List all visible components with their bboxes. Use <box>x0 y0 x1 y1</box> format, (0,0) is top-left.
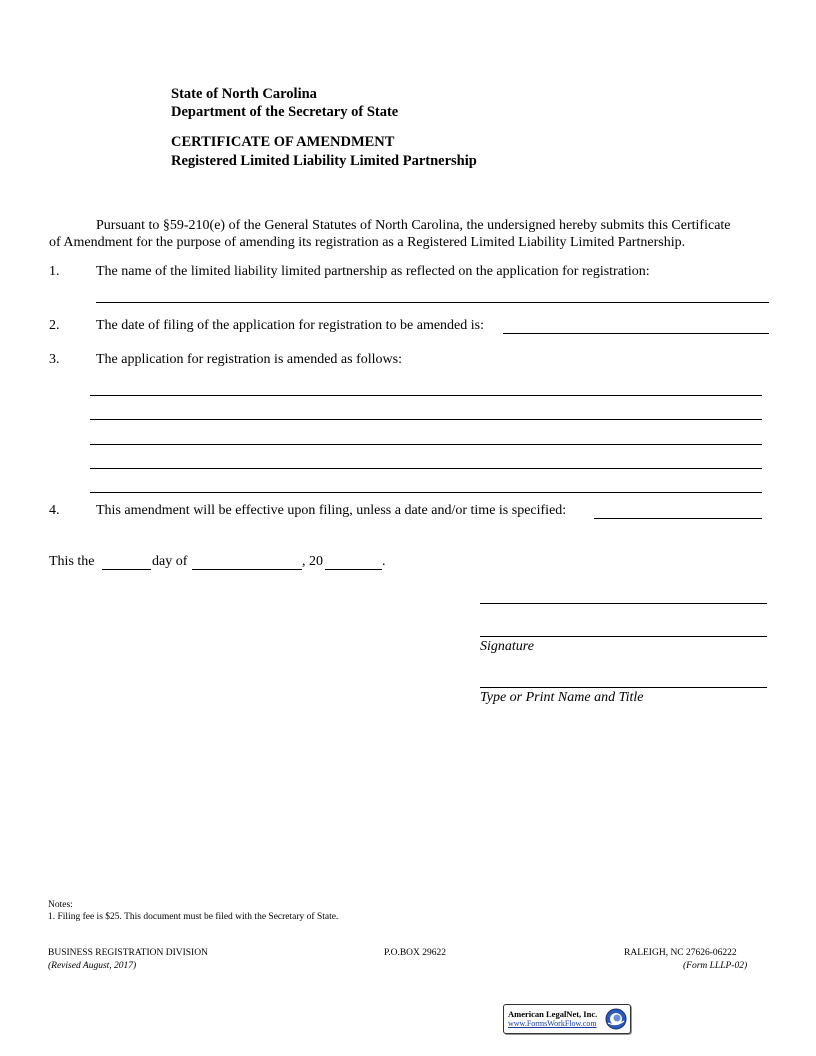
name-title-label: Type or Print Name and Title <box>480 690 644 705</box>
amendment-line-4[interactable] <box>90 468 762 469</box>
intro-line-2: of Amendment for the purpose of amending its registration as a Registered Limited Liability Limited Partnership. <box>49 235 686 250</box>
day-line[interactable] <box>102 569 151 570</box>
department-heading: Department of the Secretary of State <box>171 104 399 120</box>
note-1: 1. Filing fee is $25. This document must be filed with the Secretary of State. <box>48 912 339 922</box>
footer-division: BUSINESS REGISTRATION DIVISION <box>48 948 208 958</box>
footer-form-number: (Form LLLP-02) <box>683 961 748 971</box>
item-1-number: 1. <box>49 264 60 279</box>
globe-icon <box>604 1007 628 1031</box>
item-2-number: 2. <box>49 318 60 333</box>
year-prefix: , 20 <box>302 554 323 569</box>
item-4-text: This amendment will be effective upon filing, unless a date and/or time is specified: <box>96 503 567 518</box>
item-3-number: 3. <box>49 352 60 367</box>
item-4-number: 4. <box>49 503 60 518</box>
filing-date-line[interactable] <box>503 333 769 334</box>
entity-name-line[interactable] <box>480 603 767 604</box>
month-line[interactable] <box>192 569 302 570</box>
partnership-name-line[interactable] <box>96 302 769 303</box>
logo-url[interactable]: www.FormsWorkFlow.com <box>508 1019 597 1028</box>
american-legalnet-logo[interactable] <box>503 1004 631 1034</box>
item-2-text: The date of filing of the application for registration to be amended is: <box>96 318 484 333</box>
logo-company: American LegalNet, Inc. <box>508 1009 598 1019</box>
notes-heading: Notes: <box>48 900 73 910</box>
day-of-text: day of <box>152 554 188 569</box>
amendment-line-1[interactable] <box>90 395 762 396</box>
footer-revised: (Revised August, 2017) <box>48 961 137 971</box>
footer-city: RALEIGH, NC 27626-06222 <box>624 948 737 958</box>
date-prefix: This the <box>49 554 95 569</box>
form-title: CERTIFICATE OF AMENDMENT <box>171 134 395 150</box>
year-line[interactable] <box>325 569 382 570</box>
amendment-line-2[interactable] <box>90 419 762 420</box>
signature-line[interactable] <box>480 636 767 637</box>
item-1-text: The name of the limited liability limited partnership as reflected on the application for registration: <box>96 264 650 279</box>
date-end: . <box>382 554 386 569</box>
name-title-line[interactable] <box>480 687 767 688</box>
signature-label: Signature <box>480 639 534 654</box>
form-subtitle: Registered Limited Liability Limited Partnership <box>171 153 477 169</box>
state-heading: State of North Carolina <box>171 86 317 102</box>
intro-line-1: Pursuant to §59-210(e) of the General Statutes of North Carolina, the undersigned hereby submits this Certificate <box>96 218 731 233</box>
footer-pobox: P.O.BOX 29622 <box>384 948 447 958</box>
effective-date-line[interactable] <box>594 518 762 519</box>
item-3-text: The application for registration is amended as follows: <box>96 352 402 367</box>
amendment-line-3[interactable] <box>90 444 762 445</box>
amendment-line-5[interactable] <box>90 492 762 493</box>
